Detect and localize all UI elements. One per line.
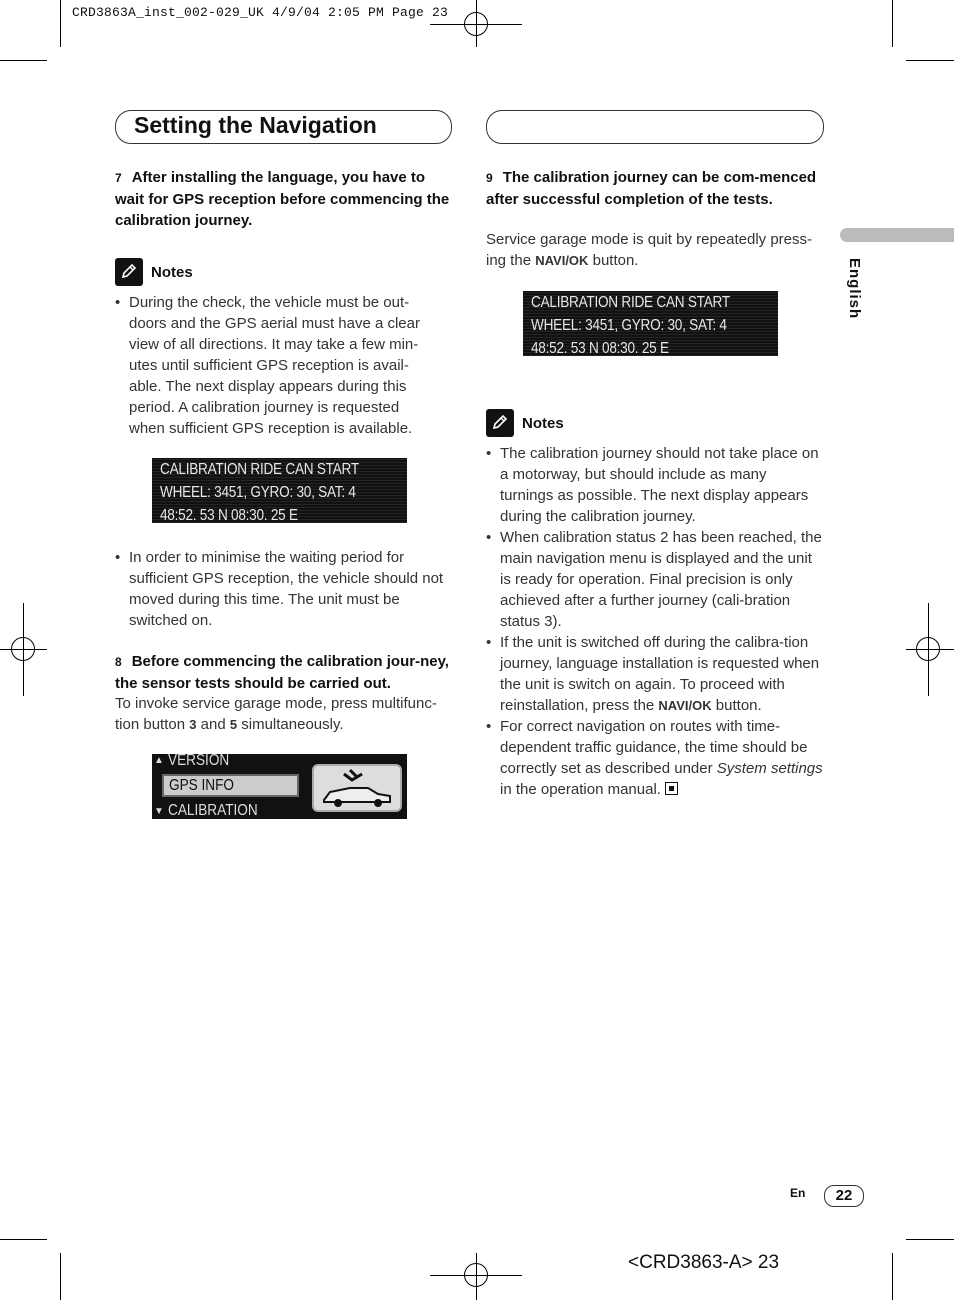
crop-mark: [892, 0, 893, 47]
step-number: 8: [115, 655, 122, 669]
menu-item-version: VERSION: [168, 752, 230, 769]
notes-header: [115, 258, 193, 286]
body-text: To invoke service garage mode, press multifunc-tion button: [115, 695, 437, 733]
navi-ok-button-label: NAVI/OK: [658, 698, 712, 713]
body-text: simultaneously.: [237, 716, 344, 733]
crop-mark: [0, 1239, 47, 1240]
step-9-body: [486, 229, 826, 271]
italic-reference: System settings: [716, 760, 823, 777]
arrow-down-icon: ▼: [154, 806, 164, 817]
lcd-display: [152, 458, 407, 523]
note-item: • During the check, the vehicle must be out-doors and the GPS aerial must have a clear view of all directions. It may take a few min-utes until sufficient GPS reception is avail-able. The next display appears during this period. A calibration journey is requested when sufficient GPS reception is available.: [115, 292, 435, 439]
pencil-icon: [486, 409, 514, 437]
lcd-display: [523, 291, 778, 356]
lcd-line: 48:52. 53 N 08:30. 25 E: [160, 507, 298, 524]
body-text: button.: [711, 697, 762, 714]
crop-mark: [60, 0, 61, 47]
crop-mark: [0, 60, 47, 61]
registration-mark: [464, 12, 488, 36]
crop-mark: [892, 1253, 893, 1300]
body-text: in the operation manual.: [500, 781, 661, 798]
note-item: • The calibration journey should not take place on a motorway, but should include as many turnings as possible. The next display appears during the calibration journey.: [486, 443, 824, 527]
body-text: Service garage mode is quit by repeatedly press-ing the: [486, 231, 813, 269]
step-text: Before commencing the calibration jour-ney, the sensor tests should be carried out.: [115, 653, 449, 692]
section-title: Setting the Navigation: [134, 112, 377, 138]
lcd-line: CALIBRATION RIDE CAN START: [160, 461, 359, 478]
menu-item-gps-info: GPS INFO: [169, 777, 234, 794]
menu-lcd-display: [152, 754, 407, 819]
footer-code: <CRD3863-A> 23: [628, 1252, 780, 1273]
step-8: [115, 651, 455, 694]
note-item: • When calibration status 2 has been reached, the main navigation menu is displayed and the unit is ready for operation. Final precision is only achieved after a further journey (cali-bration status 3).: [486, 527, 824, 632]
step-7: [115, 167, 455, 231]
step-text: The calibration journey can be com-menced after successful completion of the tests.: [486, 169, 817, 208]
note-item: [486, 632, 824, 716]
step-8-body: [115, 693, 455, 735]
lcd-line: WHEEL: 3451, GYRO: 30, SAT: 4: [160, 484, 356, 501]
registration-mark: [11, 637, 35, 661]
print-header: CRD3863A_inst_002-029_UK 4/9/04 2:05 PM Page 23: [72, 5, 449, 20]
lcd-line: 48:52. 53 N 08:30. 25 E: [531, 340, 669, 357]
page-number: 22: [824, 1185, 864, 1207]
pencil-icon: [115, 258, 143, 286]
notes-list: [115, 547, 445, 631]
menu-item-selected-box: [162, 774, 299, 797]
side-language-label: English: [846, 258, 863, 320]
step-text: After installing the language, you have to wait for GPS reception before commencing the calibration journey.: [115, 169, 450, 229]
section-title-box: [115, 110, 452, 144]
notes-heading: Notes: [151, 263, 193, 281]
notes-list: [486, 443, 824, 800]
lcd-line: WHEEL: 3451, GYRO: 30, SAT: 4: [531, 317, 727, 334]
body-text: For correct navigation on routes with time-dependent traffic guidance, the time should be correctly set as described under: [500, 718, 808, 777]
side-tab: [840, 228, 954, 242]
body-text: If the unit is switched off during the calibra-tion journey, language installation is requested when the unit is switch on again. To proceed with reinstallation, press the: [500, 634, 820, 714]
navi-ok-button-label: NAVI/OK: [535, 253, 589, 268]
end-mark-icon: [665, 782, 678, 795]
note-item: [486, 716, 824, 800]
button-5-label: 5: [229, 717, 238, 732]
button-3-label: 3: [189, 717, 197, 732]
car-service-icon: [312, 764, 402, 812]
notes-header: [486, 409, 564, 437]
crop-mark: [906, 1239, 954, 1240]
menu-item-calibration: CALIBRATION: [168, 802, 258, 819]
note-item: • In order to minimise the waiting period for sufficient GPS reception, the vehicle should not moved during this time. The unit must be switched on.: [115, 547, 445, 631]
crop-mark: [906, 60, 954, 61]
footer-lang: En: [790, 1186, 806, 1200]
lcd-line: CALIBRATION RIDE CAN START: [531, 294, 730, 311]
notes-list: [115, 292, 435, 439]
step-9: [486, 167, 822, 210]
notes-heading: Notes: [522, 414, 564, 432]
step-number: 9: [486, 171, 493, 185]
registration-mark: [464, 1263, 488, 1287]
crop-mark: [60, 1253, 61, 1300]
body-text: button.: [588, 252, 639, 269]
empty-title-box: [486, 110, 824, 144]
registration-mark: [916, 637, 940, 661]
arrow-up-icon: ▲: [154, 755, 164, 766]
body-text: and: [196, 716, 230, 733]
step-number: 7: [115, 171, 122, 185]
